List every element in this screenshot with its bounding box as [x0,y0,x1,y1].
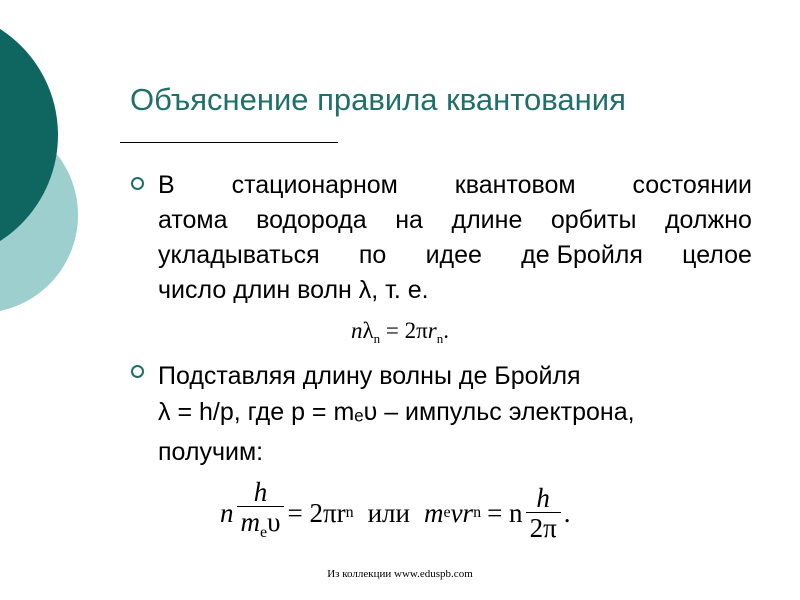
den-v: υ [267,507,281,537]
formula2-vr: vr [450,497,474,528]
word: целое [682,241,752,269]
slide-title: Объяснение правила квантования [130,82,626,117]
fraction2-denominator: 2π [526,512,561,543]
word: длине [451,206,523,234]
word: должно [664,206,752,234]
bullet-marker-2 [131,365,144,378]
formula2-sub: n [473,504,482,521]
bullet-2-line-3: получим: [158,438,264,466]
formula-equals: = 2π [380,318,428,343]
decorative-circles [0,0,140,340]
word: идее [425,241,482,269]
word: атома [158,206,228,234]
word: стационарном [231,171,398,199]
bullet-2-line-1: Подставляя длину волны де Бройля [158,362,581,390]
bullet-2-text [158,358,758,470]
footer-source: Из коллекции www.eduspb.com [327,568,473,580]
formula-derivation [220,478,570,548]
formula2-eq2: = n [487,497,523,528]
formula2-m: m [423,497,444,528]
den-m: m [240,507,260,537]
word: де Бройля [521,241,643,269]
bullet-1-line-3 [158,238,752,273]
fraction-h-over-mv [237,478,285,548]
fraction-denominator [237,506,285,548]
formula2-mid-sub: n [345,504,354,521]
word: состоянии [632,171,752,199]
formula-lambda: λ [362,318,374,343]
word: на [395,206,423,234]
bullet-1-line-2 [158,203,752,238]
formula-lambda-subscript: n [373,331,381,346]
word: квантовом [454,171,576,199]
word: по [358,241,387,269]
formula2-dot: . [563,497,571,528]
formula-n: n [351,318,363,343]
formula-r-subscript: n [436,331,444,346]
word: орбиты [550,206,637,234]
bullet-2-line-2: λ = h/p, где p = mₑυ – импульс электрона, [158,398,635,426]
formula-quantization [0,318,800,347]
den-e: e [260,524,268,541]
bullet-marker-1 [131,177,144,190]
formula2-e: e [443,504,451,521]
fraction2-numerator: h [536,482,550,513]
fraction-h-over-2pi [526,484,561,543]
formula2-n: n [220,497,234,528]
formula-end: . [443,318,449,343]
fraction-numerator: h [253,477,268,507]
formula-r: r [427,318,437,343]
bullet-1-line-4: число длин волн λ, т. е. [158,276,429,304]
word: водорода [256,206,367,234]
word: В [158,171,175,199]
formula2-or: или [367,497,410,528]
bullet-1-text [158,168,752,308]
word: укладываться [158,241,320,269]
title-underline [120,142,338,143]
bullet-1-line-1 [158,168,752,203]
formula2-mid: = 2πr [287,497,346,528]
